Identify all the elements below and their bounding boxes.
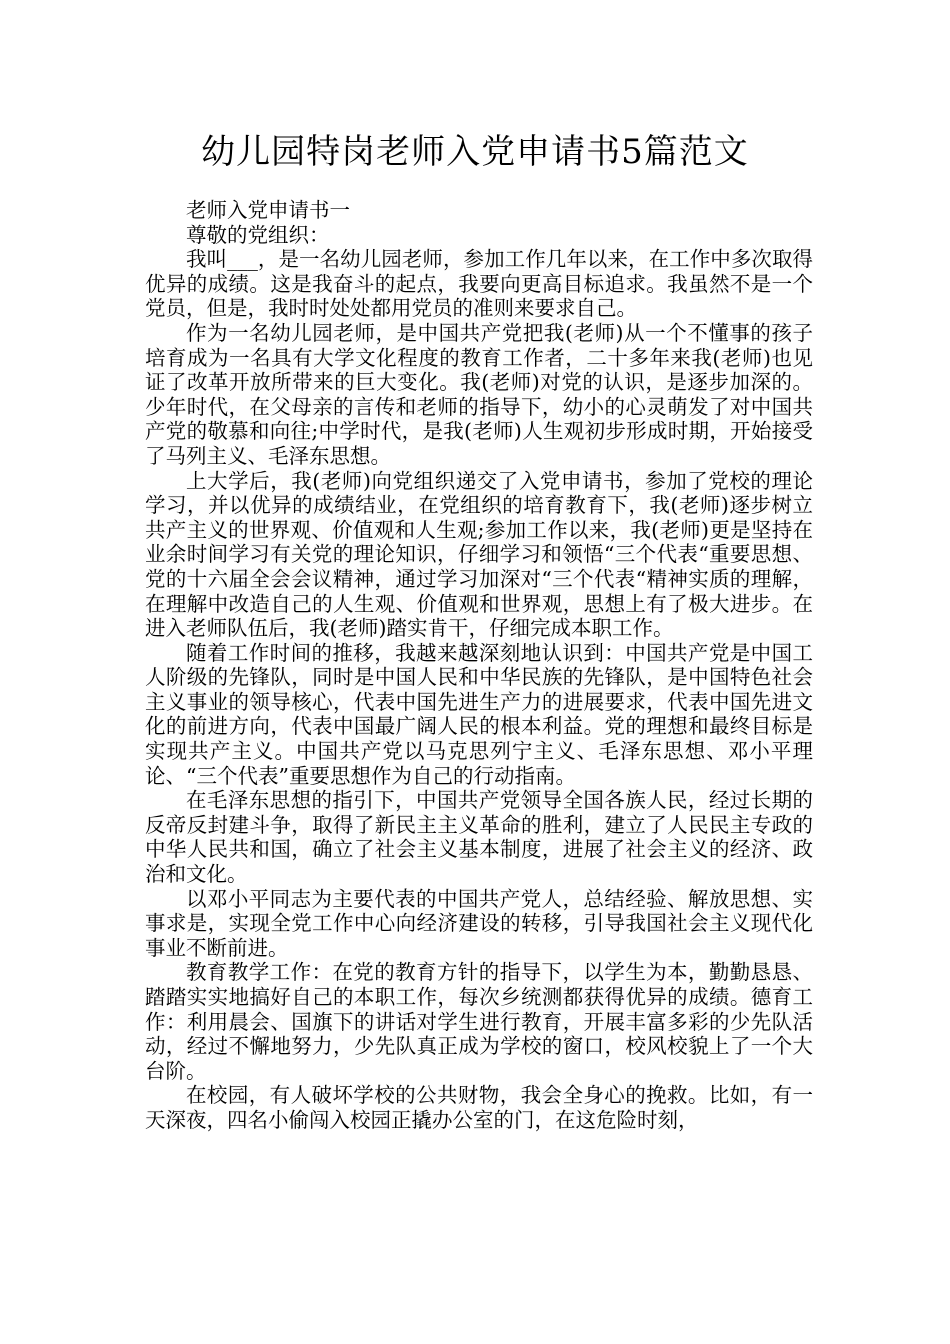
document-title: 幼儿园特岗老师入党申请书5篇范文: [201, 132, 749, 172]
paragraph: 随着工作时间的推移，我越来越深刻地认识到：中国共产党是中国工人阶级的先锋队，同时是中国人民和中华民族的先锋队，是中国特色社会主义事业的领导核心，代表中国先进生产力的进展要求，代表中国先进文化的前进方向，代表中国最广阔人民的根本利益。党的理想和最终目标是实现共产主义。中国共产党以马克思列宁主义、毛泽东思想、邓小平理论、“三个代表”重要思想作为自己的行动指南。: [145, 640, 813, 788]
paragraph: 在毛泽东思想的指引下，中国共产党领导全国各族人民，经过长期的反帝反封建斗争，取得了新民主主义革命的胜利，建立了人民民主专政的中华人民共和国，确立了社会主义基本制度，进展了社会主义的经济、政治和文化。: [145, 788, 813, 887]
salutation: 尊敬的党组织：: [186, 222, 330, 247]
paragraph: 作为一名幼儿园老师，是中国共产党把我(老师)从一个不懂事的孩子培育成为一名具有大学文化程度的教育工作者，二十多年来我(老师)也见证了改革开放所带来的巨大变化。我(老师)对党的认识，是逐步加深的。少年时代，在父母亲的言传和老师的指导下，幼小的心灵萌发了对中国共产党的敬慕和向往;中学时代，是我(老师)人生观初步形成时期，开始接受了马列主义、毛泽东思想。: [145, 320, 813, 468]
paragraph: 教育教学工作：在党的教育方针的指导下，以学生为本，勤勤恳恳、踏踏实实地搞好自己的本职工作，每次乡统测都获得优异的成绩。德育工作：利用晨会、国旗下的讲话对学生进行教育，开展丰富多彩的少先队活动，经过不懈地努力，少先队真正成为学校的窗口，校风校貌上了一个大台阶。: [145, 960, 813, 1083]
section-heading: 老师入党申请书一: [186, 198, 350, 222]
paragraph: 我叫___，是一名幼儿园老师，参加工作几年以来，在工作中多次取得优异的成绩。这是我奋斗的起点，我要向更高目标追求。我虽然不是一个党员，但是，我时时处处都用党员的准则来要求自己。: [145, 247, 813, 321]
paragraph: 在校园，有人破坏学校的公共财物，我会全身心的挽救。比如，有一天深夜，四名小偷闯入校园正撬办公室的门，在这危险时刻，: [145, 1083, 813, 1132]
paragraph: 以邓小平同志为主要代表的中国共产党人，总结经验、解放思想、实事求是，实现全党工作中心向经济建设的转移，引导我国社会主义现代化事业不断前进。: [145, 886, 813, 960]
document-body: [145, 198, 813, 1133]
paragraph: 上大学后，我(老师)向党组织递交了入党申请书，参加了党校的理论学习，并以优异的成绩结业，在党组织的培育教育下，我(老师)逐步树立共产主义的世界观、价值观和人生观;参加工作以来，我(老师)更是坚持在业余时间学习有关党的理论知识，仔细学习和领悟“三个代表“重要思想、党的十六届全会会议精神，通过学习加深对“三个代表“精神实质的理解，在理解中改造自己的人生观、价值观和世界观，思想上有了极大进步。在进入老师队伍后，我(老师)踏实肯干，仔细完成本职工作。: [145, 468, 813, 641]
